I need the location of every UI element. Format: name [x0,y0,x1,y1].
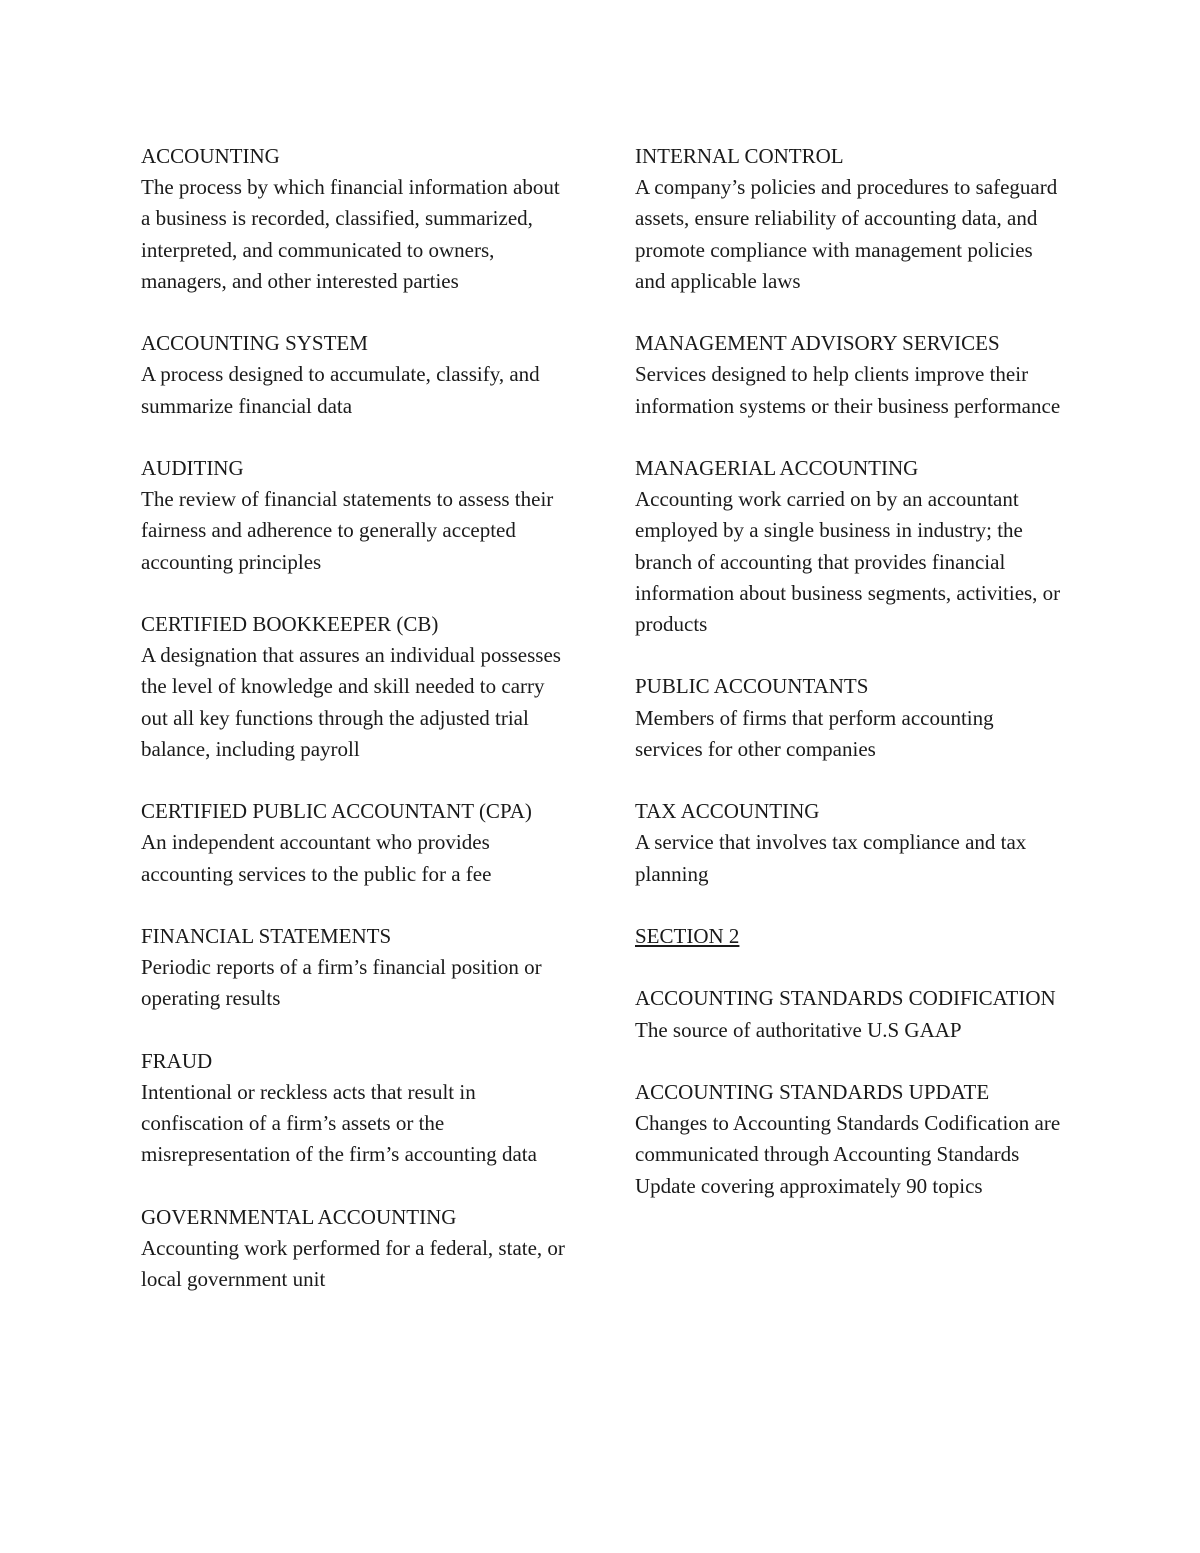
glossary-entry [141,328,573,422]
glossary-entry [635,453,1065,640]
glossary-entry [141,609,573,765]
entry-term: ACCOUNTING [141,144,280,168]
entry-term: CERTIFIED PUBLIC ACCOUNTANT (CPA) [141,799,532,824]
glossary-entry [635,796,1065,890]
glossary-entry [141,796,573,890]
glossary-entry [141,1202,573,1296]
glossary-entry [635,1077,1065,1202]
glossary-entry [141,453,573,578]
glossary-entry [635,141,1065,297]
entry-definition: An independent accountant who provides accounting services to the public for a fee [141,830,492,886]
entry-term: CERTIFIED BOOKKEEPER (CB) [141,612,439,636]
entry-definition: A company’s policies and procedures to safeguard assets, ensure reliability of accounting data, and promote compliance with management policies and applicable laws [635,175,1058,293]
glossary-entry [141,141,573,297]
entry-definition: Periodic reports of a firm’s financial position or operating results [141,955,542,1011]
entry-term: MANAGERIAL ACCOUNTING [635,456,919,480]
entry-term: PUBLIC ACCOUNTANTS [635,674,869,699]
entry-term: ACCOUNTING STANDARDS UPDATE [635,1079,990,1104]
entry-term: INTERNAL CONTROL [635,144,844,168]
entry-definition: The process by which financial information about a business is recorded, classified, summarized, interpreted, and communicated to owners, managers, and other interested parties [141,175,560,293]
left-column [141,141,573,1327]
glossary-entry [635,671,1065,765]
entry-definition: A service that involves tax compliance and tax planning [635,830,1027,886]
entry-definition: Changes to Accounting Standards Codification are communicated through Accounting Standards Update covering approximately 90 topics [635,1111,1061,1198]
entry-definition: Accounting work carried on by an accountant employed by a single business in industry; the branch of accounting that provides financial information about business segments, activities, or products [635,487,1061,637]
glossary-entry [635,328,1065,422]
entry-term: TAX ACCOUNTING [635,799,820,824]
entry-term: AUDITING [141,456,244,480]
entry-definition: Accounting work performed for a federal, state, or local government unit [141,1236,565,1292]
section-heading: SECTION 2 [635,924,740,948]
entry-definition: The review of financial statements to assess their fairness and adherence to generally accepted accounting principles [141,487,554,574]
entry-definition: Services designed to help clients improve their information systems or their business performance [635,362,1061,418]
entry-definition: The source of authoritative U.S GAAP [635,1017,962,1042]
glossary-entry [635,983,1065,1045]
entry-term: FRAUD [141,1048,213,1073]
entry-term: MANAGEMENT ADVISORY SERVICES [635,331,1000,356]
entry-term: FINANCIAL STATEMENTS [141,924,392,948]
entry-definition: Intentional or reckless acts that result in confiscation of a firm’s assets or the misrepresentation of the firm’s accounting data [141,1080,537,1167]
glossary-entry [141,1046,573,1171]
right-column [635,141,1065,1233]
entry-term: ACCOUNTING SYSTEM [141,331,368,356]
glossary-entry [141,921,573,1015]
entry-definition: A process designed to accumulate, classify, and summarize financial data [141,362,540,418]
entry-term: ACCOUNTING STANDARDS CODIFICATION [635,986,1056,1011]
entry-definition: Members of firms that perform accounting services for other companies [635,705,994,761]
entry-definition: A designation that assures an individual possesses the level of knowledge and skill needed to carry out all key functions through the adjusted trial balance, including payroll [141,643,561,761]
entry-term: GOVERNMENTAL ACCOUNTING [141,1204,457,1229]
